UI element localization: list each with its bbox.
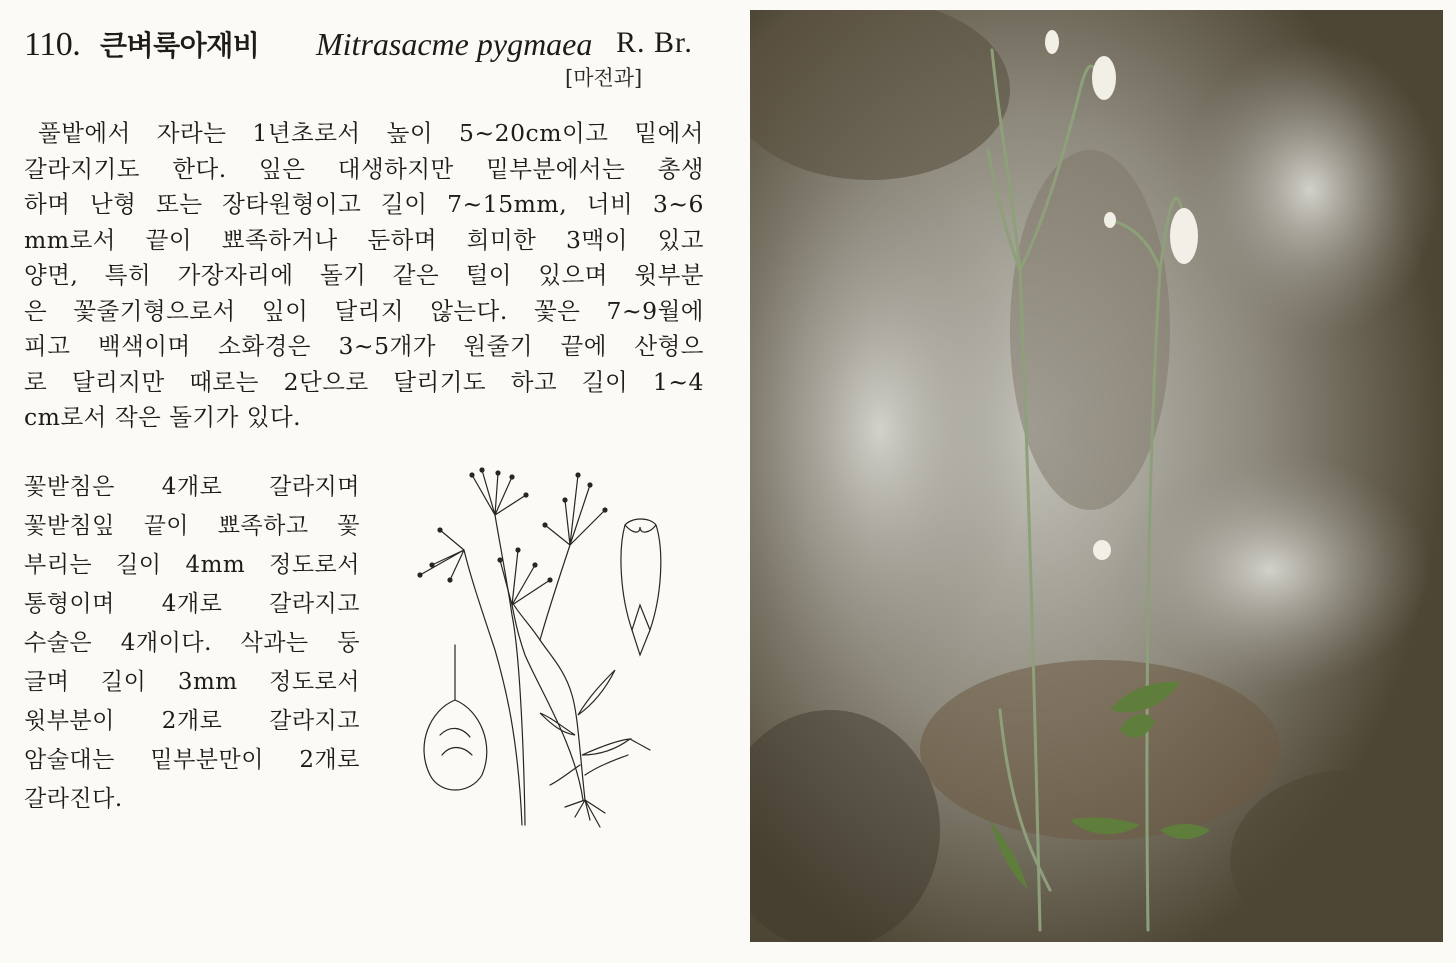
description-paragraph-narrow (24, 468, 360, 819)
description-line: 은 꽃줄기형으로서 잎이 달리지 않는다. 꽃은 7~9월에 (24, 296, 704, 325)
korean-name: 큰벼룩아재비 (100, 29, 260, 62)
description-line: 암술대는 밑부분만이 2개로 (24, 747, 360, 773)
description-line: 갈라지기도 한다. 잎은 대생하지만 밑부분에서는 총생 (24, 154, 704, 183)
capsule-closeup (424, 645, 487, 790)
description-line: 수술은 4개이다. 삭과는 둥 (24, 630, 360, 656)
description-line: 하며 난형 또는 장타원형이고 길이 7~15mm, 너비 3~6 (24, 190, 704, 218)
entry-number: 110. (24, 26, 81, 63)
whole-plant (417, 467, 650, 827)
entry-header (24, 22, 704, 62)
scientific-name: Mitrasacme pygmaea (316, 26, 593, 62)
description-line: 부리는 길이 4mm 정도로서 (24, 552, 360, 578)
description-line: 갈라진다. (24, 786, 123, 812)
description-line: mm로서 끝이 뾰족하거나 둔하며 희미한 3맥이 있고 (24, 225, 704, 254)
description-line: 풀밭에서 자라는 1년초로서 높이 5~20cm이고 밑에서 (38, 119, 704, 147)
description-line: 로 달리지만 때로는 2단으로 달리기도 하고 길이 1~4 (24, 367, 704, 396)
description-line: 윗부분이 2개로 갈라지고 (24, 708, 360, 734)
plant-photograph (750, 10, 1443, 942)
plant-line-drawing (400, 455, 680, 835)
author-abbreviation: R. Br. (616, 26, 693, 59)
description-paragraph (24, 116, 704, 436)
description-line: 양면, 특히 가장자리에 돌기 같은 털이 있으며 윗부분 (24, 261, 704, 289)
description-line: 통형이며 4개로 갈라지고 (24, 591, 360, 617)
family-name: [마전과] (565, 66, 643, 90)
description-line: 피고 백색이며 소화경은 3~5개가 원줄기 끝에 산형으 (24, 332, 704, 360)
description-line: cm로서 작은 돌기가 있다. (24, 403, 302, 431)
description-line: 꽃받침잎 끝이 뾰족하고 꽃 (24, 513, 360, 539)
description-line: 글며 길이 3mm 정도로서 (24, 669, 360, 695)
description-line: 꽃받침은 4개로 갈라지며 (24, 474, 360, 500)
flower-closeup (621, 519, 661, 655)
